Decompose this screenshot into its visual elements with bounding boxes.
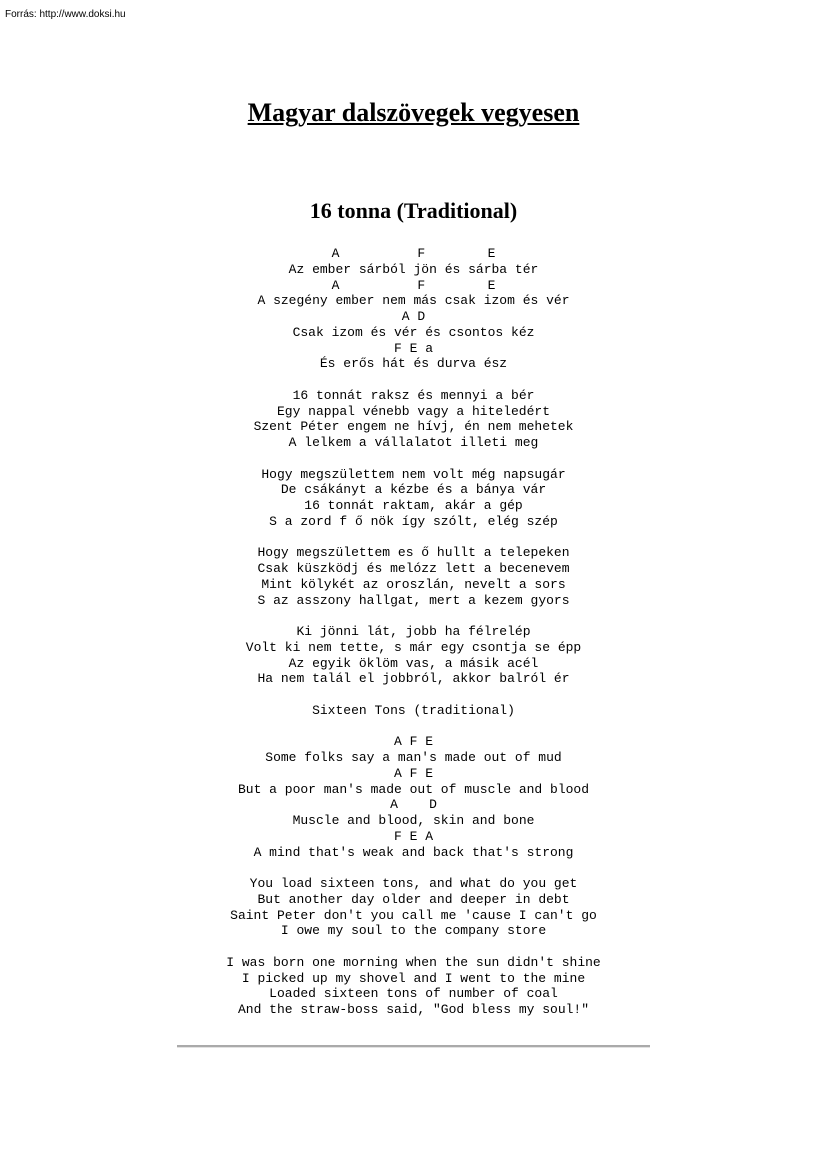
lyrics-block [0, 246, 827, 1018]
lyric-line: I owe my soul to the company store [280, 923, 547, 939]
lyric-line: Sixteen Tons (traditional) [312, 702, 515, 718]
lyric-line: 16 tonnát raksz és mennyi a bér [292, 387, 535, 403]
lyric-line: A F E [331, 246, 496, 261]
lyric-line: Csak izom és vér és csontos kéz [292, 324, 535, 340]
lyric-line: A mind that's weak and back that's strong [253, 844, 574, 860]
lyric-line: Some folks say a man's made out of mud [265, 750, 562, 765]
lyric-line: De csákányt a kézbe és a bánya vár [280, 482, 547, 498]
lyric-line: Ha nem talál el jobbról, akkor balról ér [257, 671, 570, 687]
lyric-line: But another day older and deeper in debt [257, 891, 570, 907]
lyric-line: És erős hát és durva ész [319, 356, 508, 372]
lyric-line: Mint kölykét az oroszlán, nevelt a sors [261, 576, 566, 592]
lyric-line: A F E [393, 734, 433, 750]
lyric-line: And the straw-boss said, "God bless my soul!" [237, 1002, 590, 1017]
stanza-gap [0, 939, 827, 955]
lyric-line: You load sixteen tons, and what do you get [249, 876, 578, 891]
lyric-line: Szent Péter engem ne hívj, én nem mehetek [253, 419, 574, 435]
lyric-line: I picked up my shovel and I went to the mine [241, 970, 586, 986]
lyric-line: Az ember sárból jön és sárba tér [288, 261, 539, 277]
lyric-line: I was born one morning when the sun didn't shine [226, 954, 601, 970]
lyric-line: A F E [393, 765, 433, 781]
lyric-line: Muscle and blood, skin and bone [292, 813, 535, 828]
horizontal-rule [177, 1045, 650, 1048]
lyric-line: F E a [393, 340, 433, 356]
lyric-line: Hogy megszülettem es ő hullt a telepeken [257, 545, 570, 561]
lyric-line: Loaded sixteen tons of number of coal [269, 986, 558, 1002]
song-title: 16 tonna (Traditional) [309, 198, 518, 223]
lyric-line: 16 tonnát raktam, akár a gép [304, 498, 523, 513]
lyric-line: Egy nappal vénebb vagy a hiteledért [276, 403, 551, 419]
lyric-line: A F E [331, 277, 496, 293]
lyric-line: But a poor man's made out of muscle and blood [237, 781, 590, 797]
lyric-line: A szegény ember nem más csak izom és vér [257, 293, 570, 309]
lyric-line: Volt ki nem tette, s már egy csontja se épp [245, 639, 582, 655]
lyric-line: Az egyik öklöm vas, a másik acél [288, 655, 539, 671]
stanza-gap [0, 530, 827, 546]
lyric-line: F E A [393, 828, 433, 844]
lyric-line: A lelkem a vállalatot illeti meg [288, 435, 539, 450]
lyric-line: Ki jönni lát, jobb ha félrelép [296, 624, 531, 639]
lyric-line: Csak küszködj és melózz lett a becenevem [257, 561, 570, 576]
stanza-gap [0, 860, 827, 876]
lyric-line: Saint Peter don't you call me 'cause I can't go [230, 907, 597, 923]
stanza-gap [0, 451, 827, 467]
stanza-gap [0, 608, 827, 624]
source-label: Forrás: http://www.doksi.hu [5, 9, 126, 20]
stanza-gap [0, 372, 827, 388]
lyric-line: S az asszony hallgat, mert a kezem gyors [257, 592, 570, 608]
document-title: Magyar dalszövegek vegyesen [247, 98, 580, 127]
lyric-line: A D [390, 797, 437, 813]
lyric-line: S a zord f ő nök így szólt, elég szép [269, 513, 558, 529]
lyric-line: Hogy megszülettem nem volt még napsugár [261, 466, 566, 482]
lyric-line: A D [401, 309, 426, 324]
stanza-gap [0, 719, 827, 735]
stanza-gap [0, 687, 827, 703]
